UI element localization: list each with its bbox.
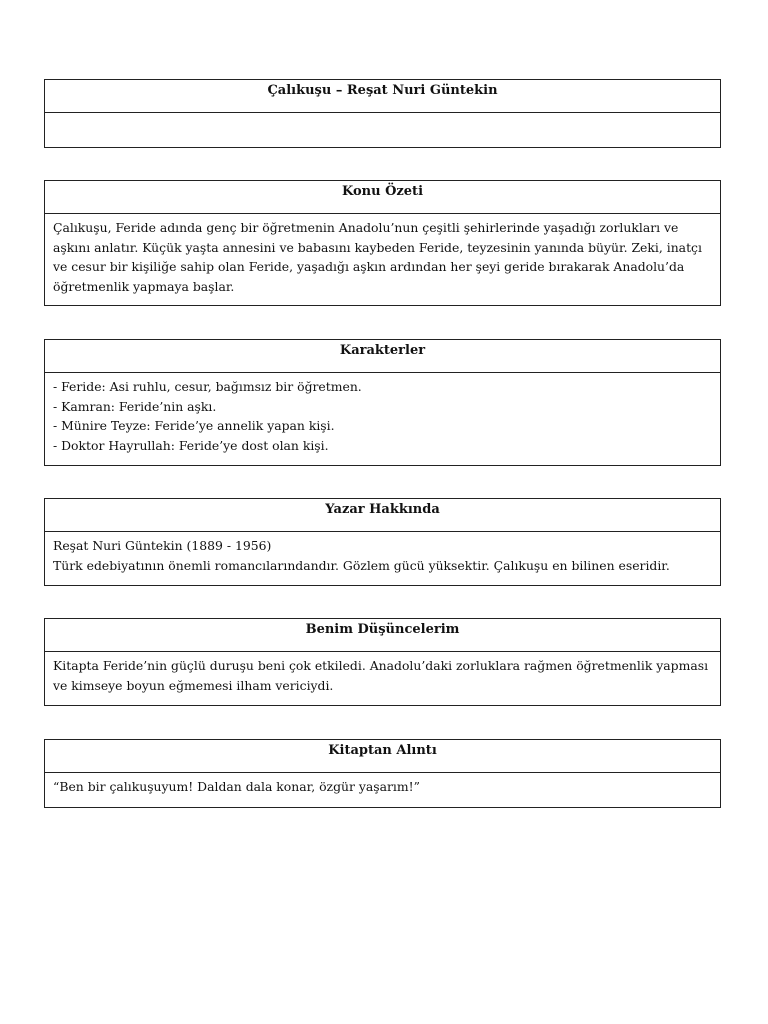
summary-text: Çalıkuşu, Feride adında genç bir öğretmenin Anadolu’nun çeşitli şehirlerinde yaşadığı zorlukları ve aşkını anlatır. Küçük yaşta annesini ve babasını kaybeden Feride, teyzesinin yanında büyür. Zeki, inatçı ve cesur bir kişiliğe sahip olan Feride, yaşadığı aşkın ardından her şeyi geride bırakarak Anadolu’da öğretmenlik yapmaya başlar.	[53, 220, 702, 294]
summary-body	[45, 214, 720, 300]
characters-box	[44, 339, 721, 466]
quote-body	[45, 773, 720, 801]
summary-box	[44, 180, 721, 306]
character-item-kamran: - Kamran: Feride’nin aşkı.	[53, 398, 217, 414]
thoughts-body	[45, 652, 720, 699]
summary-heading: Konu Özeti	[45, 181, 720, 214]
author-box	[44, 498, 721, 586]
quote-box	[44, 739, 721, 808]
thoughts-heading: Benim Düşüncelerim	[45, 619, 720, 652]
author-name-dates: Reşat Nuri Güntekin (1889 - 1956)	[53, 538, 272, 553]
book-title-box	[44, 79, 721, 148]
character-item-munire: - Münire Teyze: Feride’ye annelik yapan kişi.	[53, 418, 335, 433]
character-item-feride: - Feride: Asi ruhlu, cesur, bağımsız bir öğretmen.	[53, 379, 362, 394]
characters-heading: Karakterler	[45, 340, 720, 373]
author-description: Türk edebiyatının önemli romancılarındandır. Gözlem gücü yüksektir. Çalıkuşu en bilinen eseridir.	[53, 557, 670, 573]
quote-heading: Kitaptan Alıntı	[45, 740, 720, 773]
book-title-empty-row	[45, 113, 720, 146]
author-body	[45, 532, 720, 579]
author-heading: Yazar Hakkında	[45, 499, 720, 532]
quote-text: “Ben bir çalıkuşuyum! Daldan dala konar, özgür yaşarım!”	[53, 779, 420, 794]
thoughts-box	[44, 618, 721, 706]
characters-body	[45, 373, 720, 459]
character-item-hayrullah: - Doktor Hayrullah: Feride’ye dost olan kişi.	[53, 437, 329, 453]
book-title: Çalıkuşu – Reşat Nuri Güntekin	[45, 80, 720, 113]
thoughts-text: Kitapta Feride’nin güçlü duruşu beni çok etkiledi. Anadolu’daki zorluklara rağmen öğretmenlik yapması ve kimseye boyun eğmemesi ilham vericiydi.	[53, 658, 709, 693]
